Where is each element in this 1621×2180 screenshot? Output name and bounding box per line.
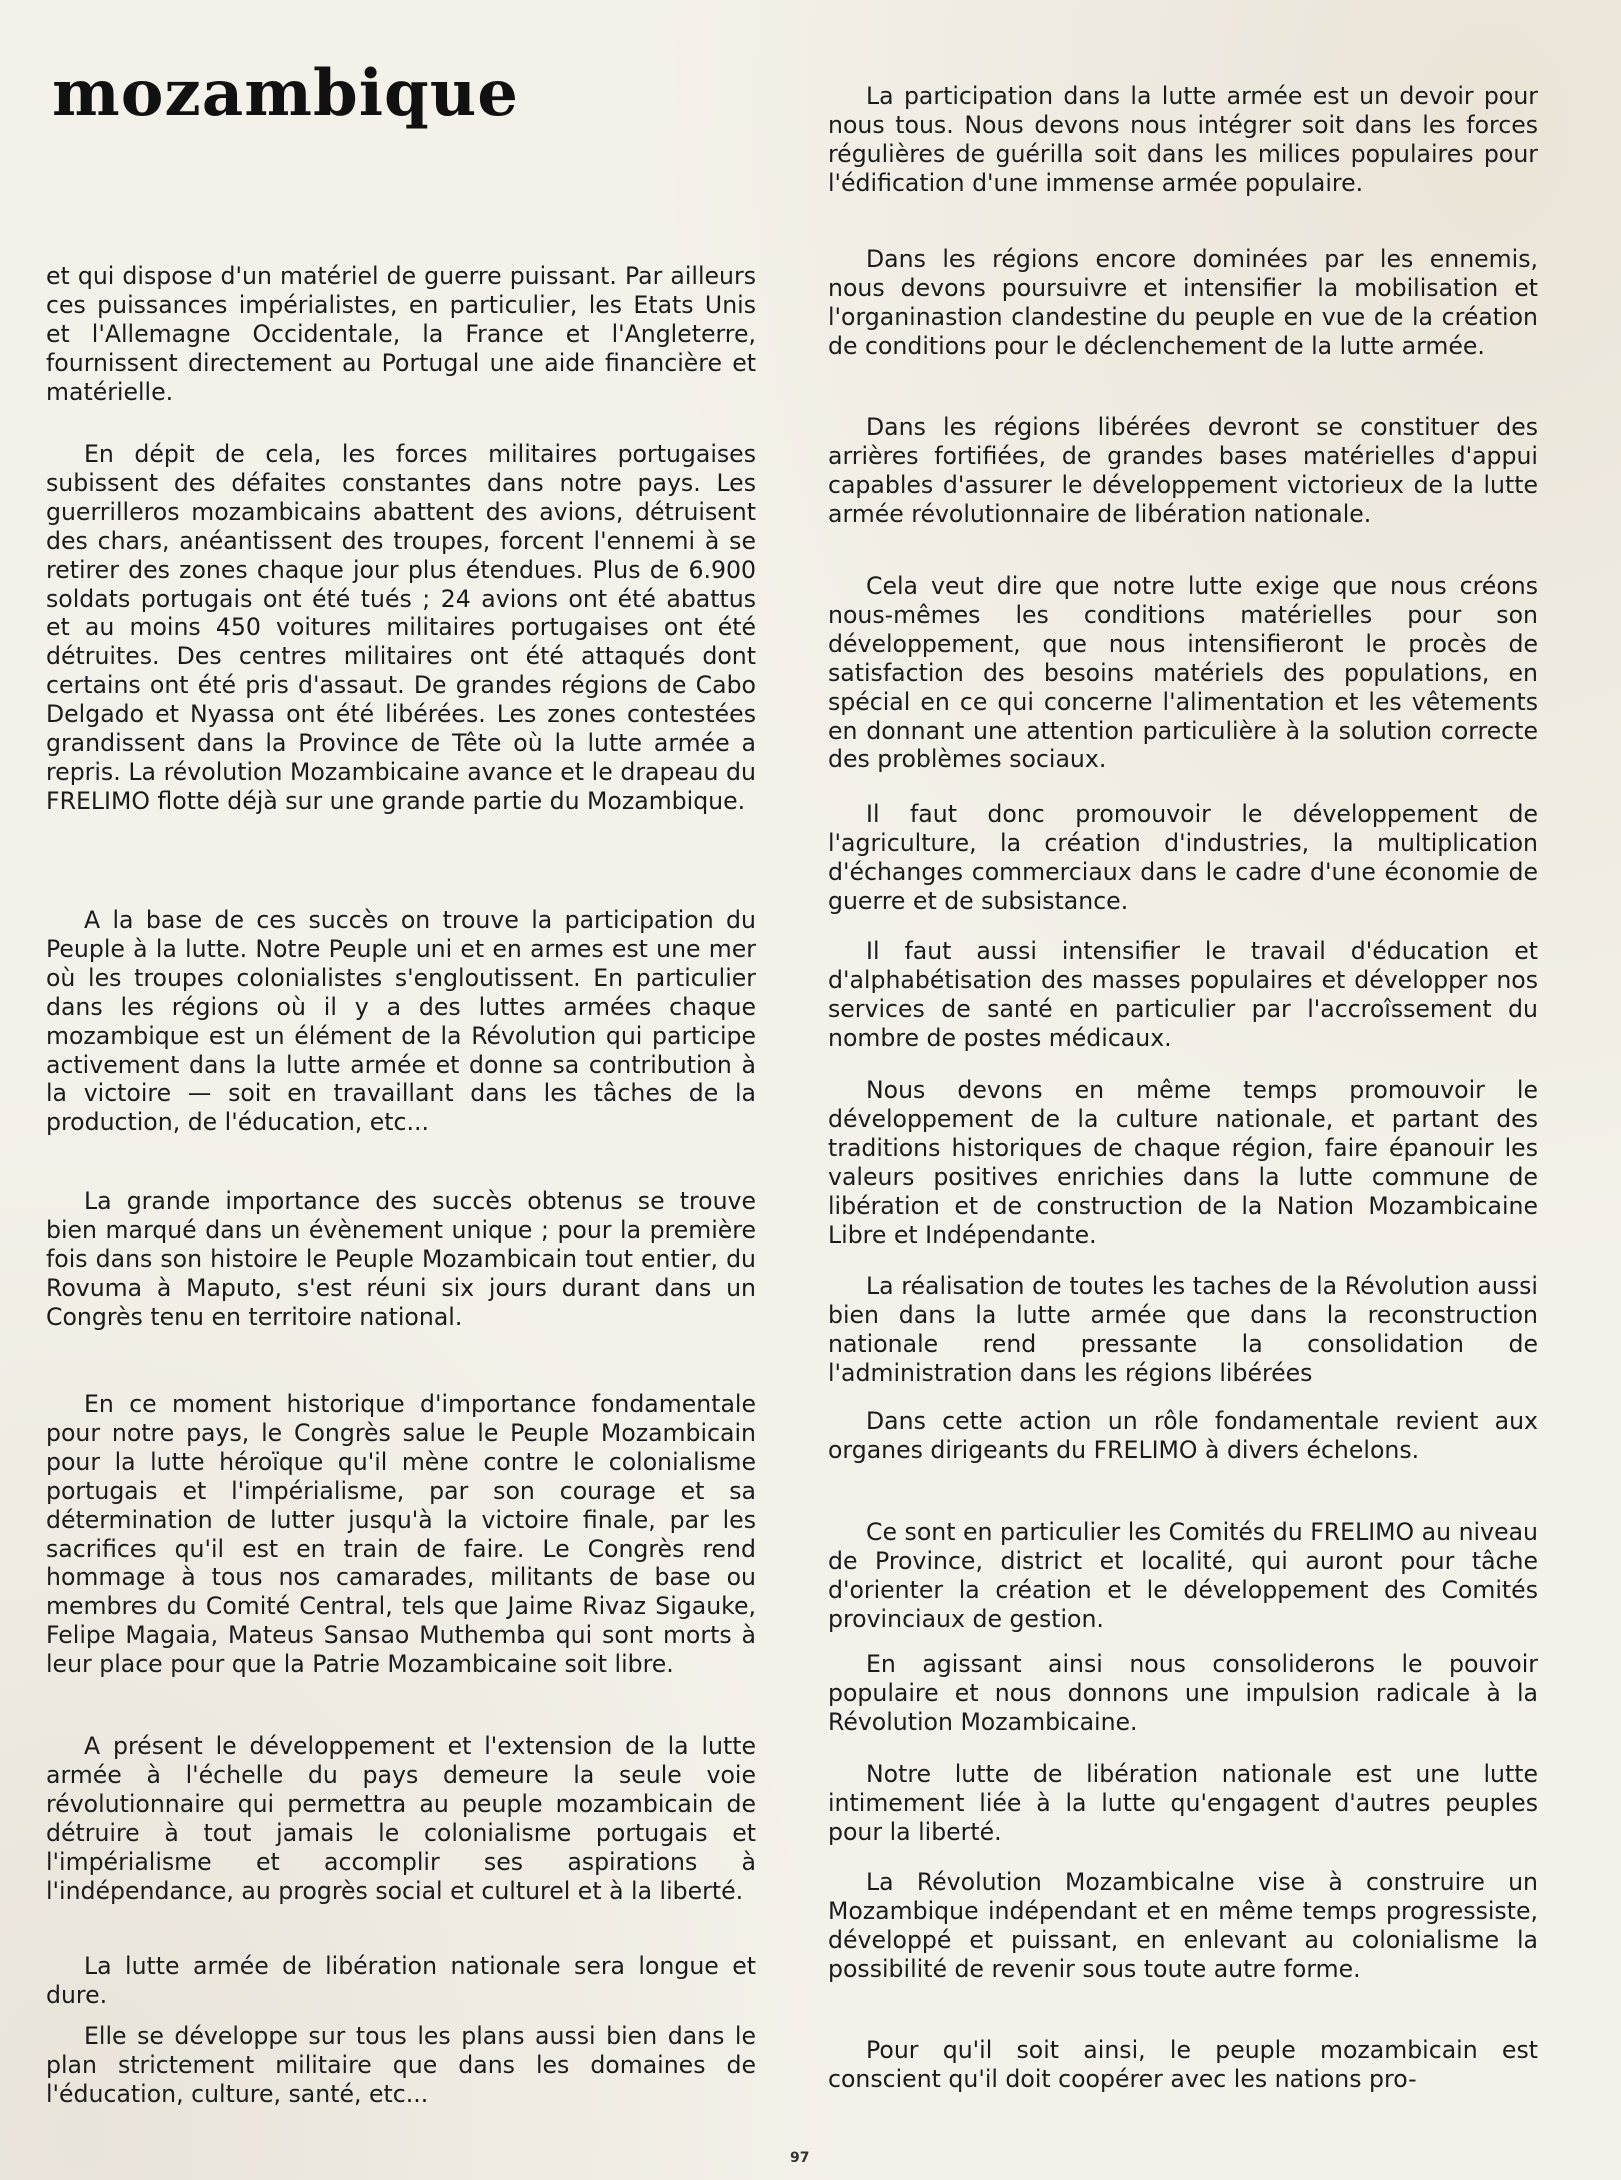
right-paragraph-3: Dans les régions libérées devront se constituer des arrières fortifiées, de grandes bases matérielles d'appui capables d'assurer le développement victorieux de la lutte armée révolutionnaire de libération nationale.: [828, 413, 1538, 528]
right-paragraph-1: La participation dans la lutte armée est un devoir pour nous tous. Nous devons nous intégrer soit dans les forces régulières de guérilla soit dans les milices populaires pour l'édification d'une immense armée populaire.: [828, 82, 1538, 197]
left-paragraph-3: A la base de ces succès on trouve la participation du Peuple à la lutte. Notre Peuple uni et en armes est une mer où les troupes colonialistes s'engloutissent. En particulier dans les régions où il y a des luttes armées chaque mozambique est un élément de la Révolution qui participe activement dans la lutte armée et donne sa contribution à la victoire — soit en travaillant dans les tâches de la production, de l'éducation, etc...: [46, 906, 756, 1137]
left-paragraph-1: et qui dispose d'un matériel de guerre puissant. Par ailleurs ces puissances impérialistes, en particulier, les Etats Unis et l'Allemagne Occidentale, la France et l'Angleterre, fournissent directement au Portugal une aide financière et matérielle.: [46, 262, 756, 406]
left-paragraph-4: La grande importance des succès obtenus se trouve bien marqué dans un évènement unique ; pour la première fois dans son histoire le Peuple Mozambicain tout entier, du Rovuma à Maputo, s'est réuni six jours durant dans un Congrès tenu en territoire national.: [46, 1187, 756, 1331]
article-title: mozambique: [52, 56, 519, 131]
left-paragraph-6: A présent le développement et l'extension de la lutte armée à l'échelle du pays demeure la seule voie révolutionnaire qui permettra au peuple mozambicain de détruire à tout jamais le colonialisme portugais et l'impérialisme et accomplir ses aspirations à l'indépendance, au progrès social et culturel et à la liberté.: [46, 1732, 756, 1905]
right-paragraph-13: La Révolution Mozambicalne vise à construire un Mozambique indépendant et en même temps progressiste, développé et puissant, en enlevant au colonialisme la possibilité de revenir sous toute autre forme.: [828, 1868, 1538, 1983]
right-paragraph-5: Il faut donc promouvoir le développement de l'agriculture, la création d'industries, la multiplication d'échanges commerciaux dans le cadre d'une économie de guerre et de subsistance.: [828, 800, 1538, 915]
right-paragraph-11: En agissant ainsi nous consoliderons le pouvoir populaire et nous donnons une impulsion radicale à la Révolution Mozambicaine.: [828, 1650, 1538, 1736]
left-paragraph-8: Elle se développe sur tous les plans aussi bien dans le plan strictement militaire que dans les domaines de l'éducation, culture, santé, etc...: [46, 2022, 756, 2108]
right-paragraph-9: Dans cette action un rôle fondamentale revient aux organes dirigeants du FRELIMO à divers échelons.: [828, 1407, 1538, 1464]
right-paragraph-14: Pour qu'il soit ainsi, le peuple mozambicain est conscient qu'il doit coopérer avec les nations pro-: [828, 2036, 1538, 2093]
left-paragraph-2: En dépit de cela, les forces militaires portugaises subissent des défaites constantes dans notre pays. Les guerrilleros mozambicains abattent des avions, détruisent des chars, anéantissent des troupes, forcent l'ennemi à se retirer des zones chaque jour plus étendues. Plus de 6.900 soldats portugais ont été tués ; 24 avions ont été abattus et au moins 450 voitures militaires portugaises ont été détruites. Des centres militaires ont été attaqués dont certains ont été pris d'assaut. De grandes régions de Cabo Delgado et Nyassa ont été libérées. Les zones contestées grandissent dans la Province de Tête où la lutte armée a repris. La révolution Mozambicaine avance et le drapeau du FRELIMO flotte déjà sur une grande partie du Mozambique.: [46, 440, 756, 815]
right-paragraph-12: Notre lutte de libération nationale est une lutte intimement liée à la lutte qu'engagent d'autres peuples pour la liberté.: [828, 1760, 1538, 1846]
left-paragraph-7: La lutte armée de libération nationale sera longue et dure.: [46, 1952, 756, 2009]
page-folio: 97: [790, 2150, 810, 2166]
right-paragraph-4: Cela veut dire que notre lutte exige que nous créons nous-mêmes les conditions matérielles pour son développement, que nous intensifieront le procès de satisfaction des besoins matériels des populations, en spécial en ce qui concerne l'alimentation et les vêtements en donnant une attention particulière à la solution correcte des problèmes sociaux.: [828, 572, 1538, 774]
left-paragraph-5: En ce moment historique d'importance fondamentale pour notre pays, le Congrès salue le Peuple Mozambicain pour la lutte héroïque qu'il mène contre le colonialisme portugais et l'impérialisme, par son courage et sa détermination de lutter jusqu'à la victoire finale, par les sacrifices qu'il est en train de faire. Le Congrès rend hommage à tous nos camarades, militants de base ou membres du Comité Central, tels que Jaime Rivaz Sigauke, Felipe Magaia, Mateus Sansao Muthemba qui sont morts à leur place pour que la Patrie Mozambicaine soit libre.: [46, 1390, 756, 1679]
right-paragraph-2: Dans les régions encore dominées par les ennemis, nous devons poursuivre et intensifier la mobilisation et l'organinastion clandestine du peuple en vue de la création de conditions pour le déclenchement de la lutte armée.: [828, 245, 1538, 360]
right-paragraph-8: La réalisation de toutes les taches de la Révolution aussi bien dans la lutte armée que dans la reconstruction nationale rend pressante la consolidation de l'administration dans les régions libérées: [828, 1272, 1538, 1387]
right-paragraph-6: Il faut aussi intensifier le travail d'éducation et d'alphabétisation des masses populaires et développer nos services de santé en particulier par l'accroîssement du nombre de postes médicaux.: [828, 937, 1538, 1052]
right-paragraph-7: Nous devons en même temps promouvoir le développement de la culture nationale, et partant des traditions historiques de chaque région, faire épanouir les valeurs positives enrichies dans la lutte commune de libération et de construction de la Nation Mozambicaine Libre et Indépendante.: [828, 1076, 1538, 1249]
right-paragraph-10: Ce sont en particulier les Comités du FRELIMO au niveau de Province, district et localité, qui auront pour tâche d'orienter la création et le développement des Comités provinciaux de gestion.: [828, 1518, 1538, 1633]
